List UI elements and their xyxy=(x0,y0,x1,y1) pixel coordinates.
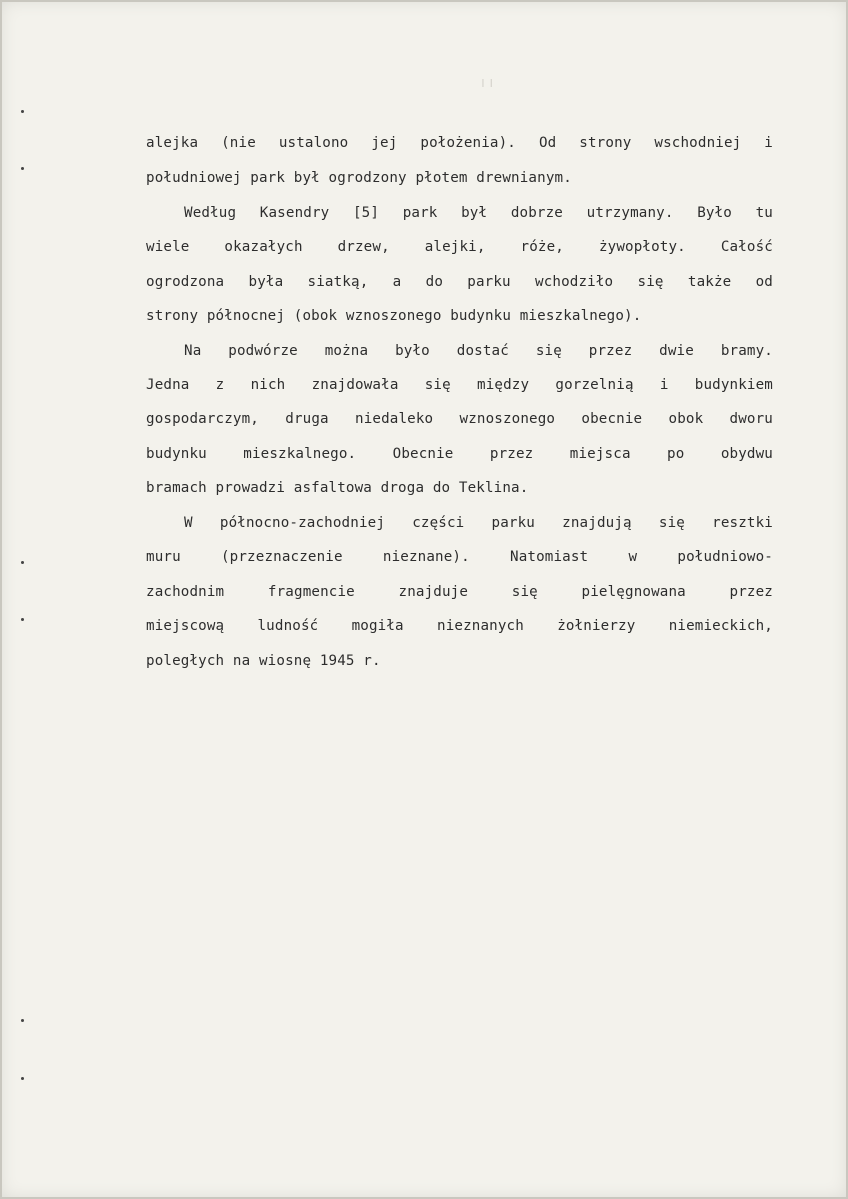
text-line: W północno-zachodniej części parku znajdują się resztki xyxy=(184,515,773,531)
text-line: alejka (nie ustalono jej położenia). Od strony wschodniej i xyxy=(146,135,773,151)
text-line: poległych na wiosnę 1945 r. xyxy=(146,653,381,669)
text-line: ogrodzona była siatką, a do parku wchodziło się także od xyxy=(146,274,773,290)
text-line: muru (przeznaczenie nieznane). Natomiast w południowo- xyxy=(146,549,773,565)
text-line: zachodnim fragmencie znajduje się pielęgnowana przez xyxy=(146,584,773,600)
text-line: miejscową ludność mogiła nieznanych żołnierzy niemieckich, xyxy=(146,618,773,634)
text-line: Jedna z nich znajdowała się między gorzelnią i budynkiem xyxy=(146,377,773,393)
text-line: Na podwórze można było dostać się przez dwie bramy. xyxy=(184,343,773,359)
binder-hole-mark xyxy=(21,167,24,170)
text-line: wiele okazałych drzew, alejki, róże, żywopłoty. Całość xyxy=(146,239,773,255)
binder-hole-mark xyxy=(21,618,24,621)
text-line: Według Kasendry [5] park był dobrze utrzymany. Było tu xyxy=(184,205,773,221)
binder-hole-mark xyxy=(21,561,24,564)
binder-hole-mark xyxy=(21,1077,24,1080)
text-line: bramach prowadzi asfaltowa droga do Teklina. xyxy=(146,480,529,496)
text-line: strony północnej (obok wznoszonego budynku mieszkalnego). xyxy=(146,308,642,324)
text-line: południowej park był ogrodzony płotem drewnianym. xyxy=(146,170,572,186)
faint-page-mark: ı ı xyxy=(481,75,494,91)
text-line: gospodarczym, druga niedaleko wznoszonego obecnie obok dworu xyxy=(146,411,773,427)
text-line: budynku mieszkalnego. Obecnie przez miejsca po obydwu xyxy=(146,446,773,462)
binder-hole-mark xyxy=(21,1019,24,1022)
binder-hole-mark xyxy=(21,110,24,113)
